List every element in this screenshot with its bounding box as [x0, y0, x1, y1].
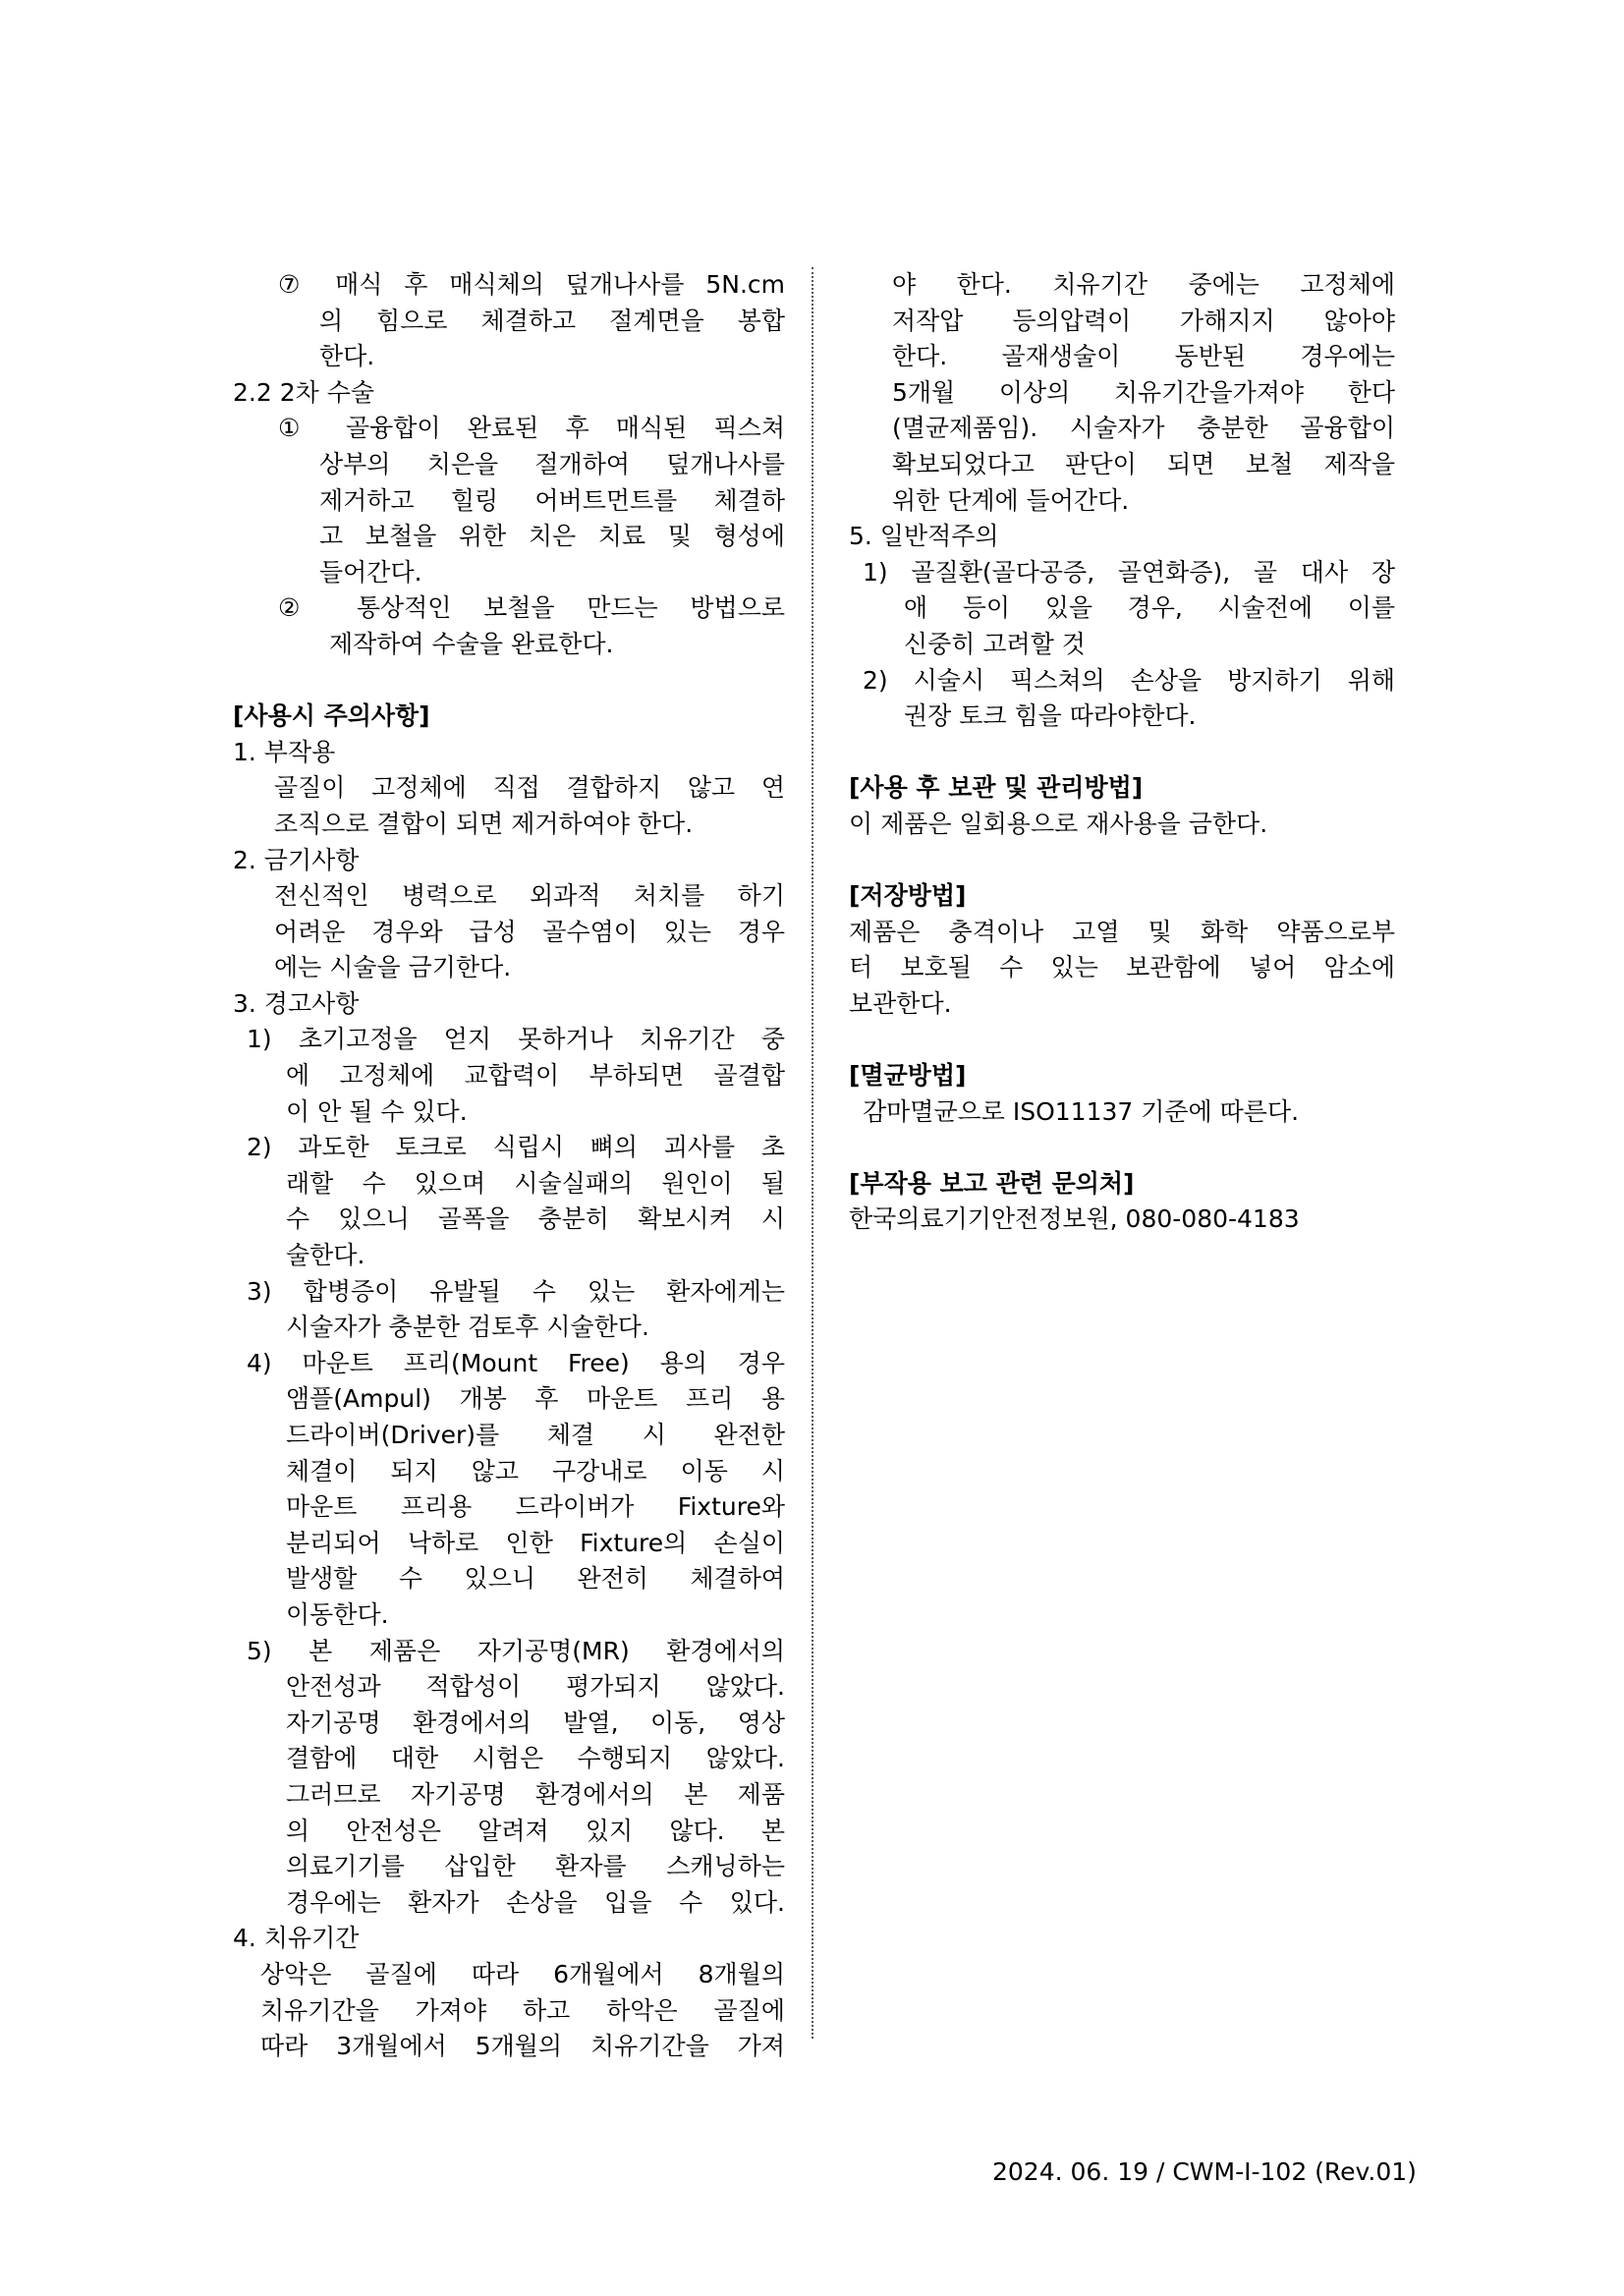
text-line: 저작압 등의압력이 가해지지 않아야 — [892, 306, 1395, 335]
text-line: 2.2 2차 수술 — [233, 377, 375, 407]
text-line: 마운트 프리용 드라이버가 Fixture와 — [286, 1492, 785, 1522]
blank-line — [849, 1022, 1399, 1058]
text-line: 시술자가 충분한 검토후 시술한다. — [286, 1313, 649, 1342]
text-line: 경우에는 환자가 손상을 입을 수 있다. — [286, 1887, 785, 1917]
text-line: 1) 초기고정을 얻지 못하거나 치유기간 중 — [247, 1025, 785, 1054]
blank-line — [849, 735, 1399, 771]
text-line: 터 보호될 수 있는 보관함에 넣어 암소에 — [849, 953, 1395, 982]
text-line: 5) 본 제품은 자기공명(MR) 환경에서의 — [247, 1636, 785, 1665]
text-line: 제작하여 수술을 완료한다. — [329, 629, 614, 658]
text-line: 어려운 경우와 급성 골수염이 있는 경우 — [274, 917, 785, 946]
text-line: 이 안 될 수 있다. — [286, 1096, 468, 1126]
column-divider — [812, 267, 813, 2039]
right-column — [849, 267, 1399, 1238]
section-heading: [부작용 보고 관련 문의처] — [849, 1168, 1135, 1198]
text-line: 한다. 골재생술이 동반된 경우에는 — [892, 342, 1395, 371]
text-line: 야 한다. 치유기간 중에는 고정체에 — [892, 270, 1395, 299]
text-line: 의료기기를 삽입한 환자를 스캐닝하는 — [286, 1852, 785, 1881]
text-line: 제품은 충격이나 고열 및 화학 약품으로부 — [849, 917, 1395, 946]
text-line: 이 제품은 일회용으로 재사용을 금한다. — [849, 809, 1268, 838]
text-line: 안전성과 적합성이 평가되지 않았다. — [286, 1672, 785, 1702]
text-line: 들어간다. — [319, 557, 422, 587]
text-line: 의 힘으로 체결하고 절계면을 봉합 — [319, 306, 785, 335]
left-column — [233, 267, 785, 2065]
blank-line — [233, 663, 785, 700]
text-line: 수 있으니 골폭을 충분히 확보시켜 시 — [286, 1204, 785, 1234]
text-line: 골질이 고정체에 직접 결합하지 않고 연 — [274, 773, 785, 803]
section-heading: [멸균방법] — [849, 1061, 967, 1091]
text-line: 상악은 골질에 따라 6개월에서 8개월의 — [260, 1959, 785, 1988]
text-line: 그러므로 자기공명 환경에서의 본 제품 — [286, 1779, 785, 1809]
text-line: 앰플(Ampul) 개봉 후 마운트 프리 용 — [286, 1384, 785, 1414]
text-line: 5개월 이상의 치유기간을가져야 한다 — [892, 377, 1395, 407]
text-line: 한국의료기기안전정보원, 080-080-4183 — [849, 1204, 1300, 1234]
text-line: 1) 골질환(골다공증, 골연화증), 골 대사 장 — [863, 557, 1395, 587]
blank-line — [849, 843, 1399, 879]
text-line: 에는 시술을 금기한다. — [274, 953, 512, 982]
text-line: 술한다. — [286, 1241, 365, 1270]
text-line: 확보되었다고 판단이 되면 보철 제작을 — [892, 449, 1395, 478]
section-heading: [사용 후 보관 및 관리방법] — [849, 773, 1144, 803]
text-line: 한다. — [319, 342, 375, 371]
text-line: 2) 시술시 픽스쳐의 손상을 방지하기 위해 — [863, 665, 1395, 695]
text-line: 조직으로 결합이 되면 제거하여야 한다. — [274, 809, 694, 838]
text-line: 치유기간을 가져야 하고 하악은 골질에 — [260, 1995, 785, 2025]
text-line: 2) 과도한 토크로 식립시 뼈의 괴사를 초 — [247, 1133, 785, 1162]
text-line: 상부의 치은을 절개하여 덮개나사를 — [319, 449, 785, 478]
text-line: 이동한다. — [286, 1599, 389, 1629]
text-line: 3) 합병증이 유발될 수 있는 환자에게는 — [247, 1276, 785, 1306]
text-line: 보관한다. — [849, 988, 952, 1018]
text-line: 감마멸균으로 ISO11137 기준에 따른다. — [863, 1096, 1300, 1126]
text-line: 5. 일반적주의 — [849, 522, 999, 551]
text-line: 래할 수 있으며 시술실패의 원인이 될 — [286, 1168, 785, 1198]
text-line: ② 통상적인 보철을 만드는 방법으로 — [278, 593, 785, 623]
text-line: 자기공명 환경에서의 발열, 이동, 영상 — [286, 1708, 785, 1737]
text-line: 제거하고 힐링 어버트먼트를 체결하 — [319, 485, 785, 515]
text-line: 4. 치유기간 — [233, 1924, 360, 1953]
section-heading: [사용시 주의사항] — [233, 701, 430, 731]
text-line: 4) 마운트 프리(Mount Free) 용의 경우 — [247, 1348, 785, 1377]
text-line: 따라 3개월에서 5개월의 치유기간을 가져 — [260, 2032, 785, 2061]
text-line: ⑦ 매식 후 매식체의 덮개나사를 5N.cm — [278, 270, 785, 299]
document-footer: 2024. 06. 19 / CWM-I-102 (Rev.01) — [992, 2157, 1417, 2186]
text-line: 에 고정체에 교합력이 부하되면 골결합 — [286, 1061, 785, 1091]
text-line: 2. 금기사항 — [233, 845, 360, 874]
text-line: 3. 경고사항 — [233, 988, 360, 1018]
text-line: 권장 토크 힘을 따라야한다. — [904, 701, 1197, 731]
text-line: 결함에 대한 시험은 수행되지 않았다. — [286, 1744, 785, 1773]
section-heading: [저장방법] — [849, 881, 967, 911]
text-line: 애 등이 있을 경우, 시술전에 이를 — [904, 593, 1395, 623]
text-line: 1. 부작용 — [233, 737, 336, 766]
text-line: 위한 단계에 들어간다. — [892, 485, 1130, 515]
text-line: ① 골융합이 완료된 후 매식된 픽스쳐 — [278, 414, 785, 443]
text-line: 전신적인 병력으로 외과적 처치를 하기 — [274, 881, 785, 911]
text-line: (멸균제품임). 시술자가 충분한 골융합이 — [892, 414, 1395, 443]
text-line: 드라이버(Driver)를 체결 시 완전한 — [286, 1421, 785, 1449]
text-line: 분리되어 낙하로 인한 Fixture의 손실이 — [286, 1528, 785, 1557]
text-line: 체결이 되지 않고 구강내로 이동 시 — [286, 1456, 785, 1485]
text-line: 고 보철을 위한 치은 치료 및 형성에 — [319, 522, 785, 551]
text-line: 발생할 수 있으니 완전히 체결하여 — [286, 1564, 785, 1594]
text-line: 신중히 고려할 것 — [904, 629, 1086, 658]
text-line: 의 안전성은 알려져 있지 않다. 본 — [286, 1816, 785, 1845]
blank-line — [849, 1130, 1399, 1166]
